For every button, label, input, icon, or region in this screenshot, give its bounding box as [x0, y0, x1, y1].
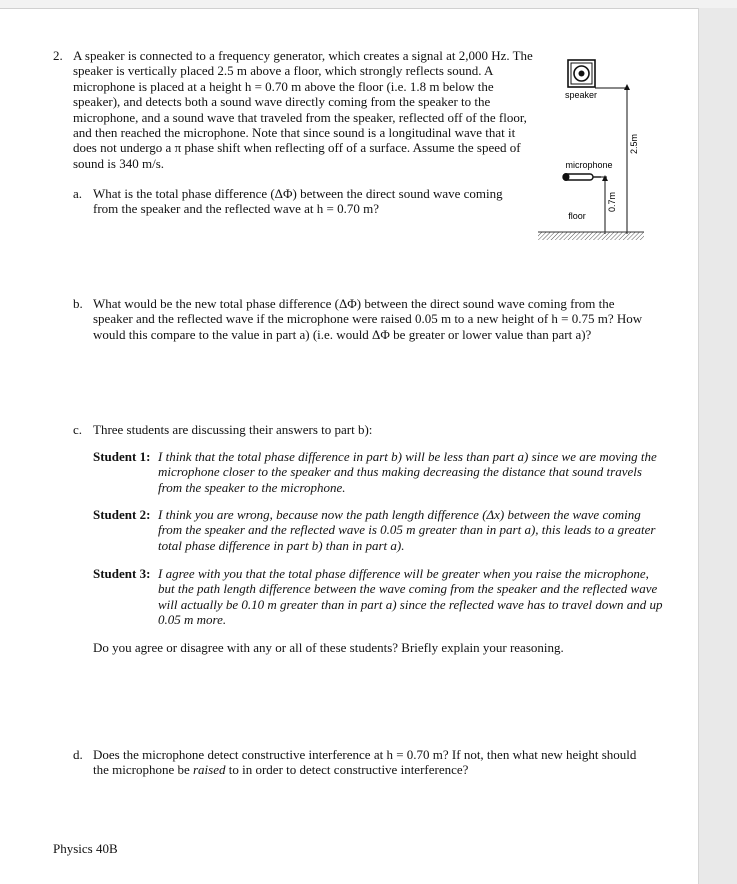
part-d-letter: d.	[73, 747, 83, 762]
part-d-text-before: Does the microphone detect constructive interference at h = 0.70 m? If not, then what new height should the microphone be	[93, 747, 637, 778]
problem-number: 2.	[53, 48, 63, 63]
student-1-quote: I think that the total phase difference in part b) will be less than part a) since we are moving the microphone closer to the speaker and thus making decreasing the distance that sound travels from the speaker to the microphone.	[158, 449, 657, 495]
floor-hatching	[538, 232, 644, 240]
student-3-statement	[93, 566, 668, 628]
student-2-statement	[93, 507, 668, 553]
part-d-text-after: to in order to detect constructive interference?	[225, 762, 469, 778]
student-3-label: Student 3:	[93, 566, 151, 581]
student-3-quote: I agree with you that the total phase difference will be greater when you raise the microphone, but the path length difference between the wave coming from the speaker and the reflected wave will actually be 0.10 m greater than in part a) since the reflected wave has to travel down and up 0.05 m more.	[158, 566, 663, 628]
part-c-question: Do you agree or disagree with any or all of these students? Briefly explain your reasoning.	[93, 640, 564, 655]
height-total-label: 2.5m	[629, 133, 639, 155]
course-footer: Physics 40B	[53, 841, 118, 856]
part-a-letter: a.	[73, 186, 83, 201]
part-d-text	[93, 747, 638, 778]
problem-intro: A speaker is connected to a frequency generator, which creates a signal at 2,000 Hz. The speaker is vertically placed 2.5 m above a floor, which strongly reflects sound. A microphone is placed at a height h = 0.70 m above the floor (i.e. 1.8 m below the speaker), and detects both a sound wave directly coming from the speaker to the microphone, and a sound wave that traveled from the speaker, reflected off of the floor, and then reached the microphone. Note that since sound is a longitudinal wave that it does not undergo a π phase shift when reflecting off of a surface. Assume the speed of sound is 340 m/s.	[73, 48, 533, 171]
viewer-top-strip	[0, 0, 737, 8]
microphone-icon	[563, 173, 602, 181]
part-c-letter: c.	[73, 422, 83, 437]
speaker-microphone-diagram	[535, 52, 650, 247]
part-a-text: What is the total phase difference (ΔΦ) between the direct sound wave coming from the speaker and the reflected wave at h = 0.70 m?	[93, 186, 503, 217]
student-2-label: Student 2:	[93, 507, 151, 522]
speaker-label: speaker	[564, 90, 598, 100]
part-b-letter: b.	[73, 296, 83, 311]
part-d-emphasis: raised	[193, 762, 226, 778]
part-b-text: What would be the new total phase difference (ΔΦ) between the direct sound wave coming from the speaker and the reflected wave if the microphone were raised 0.05 m to a new height of h = 0.75 m? How would this compare to the value in part a) (i.e. would ΔΦ be greater or lower value than part a)?	[93, 296, 643, 342]
student-1-statement	[93, 449, 668, 495]
speaker-icon	[568, 60, 595, 87]
part-c-text: Three students are discussing their answers to part b):	[93, 422, 373, 437]
student-1-label: Student 1:	[93, 449, 151, 464]
microphone-label: microphone	[565, 160, 613, 170]
floor-label: floor	[568, 211, 586, 221]
student-2-quote: I think you are wrong, because now the path length difference (Δx) between the wave coming from the speaker and the reflected wave is 0.05 m greater than in part a), this leads to a greater total phase difference in part b) than in part a).	[158, 507, 656, 553]
height-mic-label: 0.7m	[607, 191, 617, 213]
